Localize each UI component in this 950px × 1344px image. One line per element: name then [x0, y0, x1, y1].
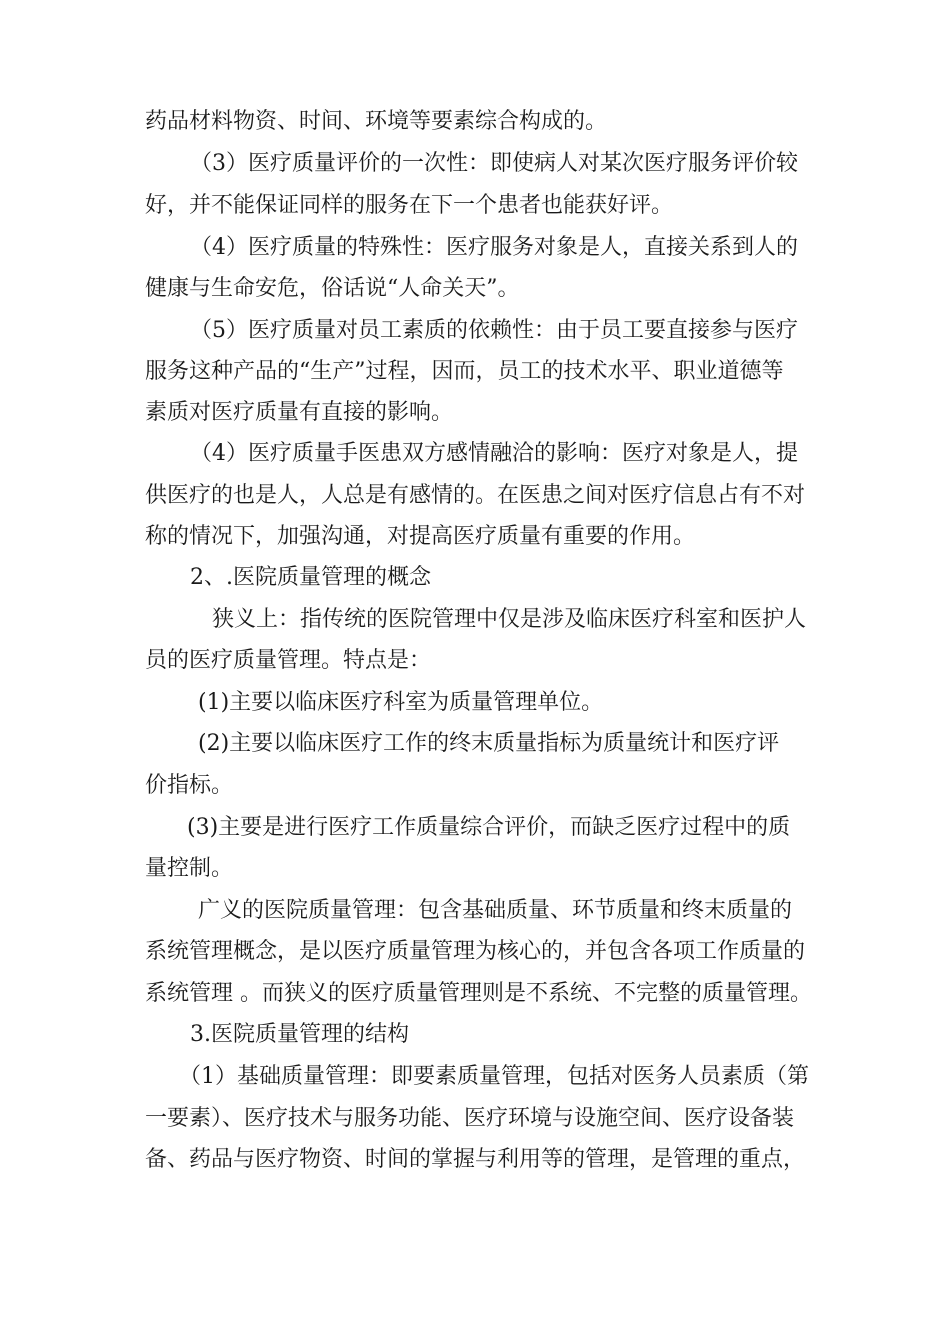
section-heading: 2、.医院质量管理的概念: [190, 565, 431, 590]
text-line: 广义的医院质量管理：包含基础质量、环节质量和终末质量的: [198, 898, 793, 923]
text-line: 员的医疗质量管理。特点是：: [145, 648, 432, 673]
text-line: 称的情况下，加强沟通，对提高医疗质量有重要的作用。: [145, 524, 696, 549]
text-line: 一要素）、医疗技术与服务功能、医疗环境与设施空间、医疗设备装: [145, 1106, 795, 1131]
text-line: 备、药品与医疗物资、时间的掌握与利用等的管理，是管理的重点，: [145, 1147, 806, 1172]
text-line: 服务这种产品的“生产”过程，因而，员工的技术水平、职业道德等: [145, 359, 784, 384]
text-line: 狭义上：指传统的医院管理中仅是涉及临床医疗科室和医护人: [212, 607, 807, 632]
text-line: 系统管理概念，是以医疗质量管理为核心的，并包含各项工作质量的: [145, 939, 806, 964]
text-line: 系统管理 。而狭义的医疗质量管理则是不系统、不完整的质量管理。: [145, 981, 812, 1006]
text-line: (2)主要以临床医疗工作的终末质量指标为质量统计和医疗评: [198, 731, 780, 756]
text-line: （1）基础质量管理：即要素质量管理，包括对医务人员素质（第: [179, 1064, 809, 1089]
text-line: （3）医疗质量评价的一次性：即使病人对某次医疗服务评价较: [190, 151, 798, 176]
text-line: 健康与生命安危，俗话说“人命关天”。: [145, 276, 520, 301]
text-line: 量控制。: [145, 856, 234, 881]
text-line: 好，并不能保证同样的服务在下一个患者也能获好评。: [145, 193, 674, 218]
text-line: （4）医疗质量的特殊性：医疗服务对象是人，直接关系到人的: [190, 235, 798, 260]
text-line: 素质对医疗质量有直接的影响。: [145, 400, 454, 425]
text-line: (3)主要是进行医疗工作质量综合评价，而缺乏医疗过程中的质: [187, 815, 791, 840]
text-line: (1)主要以临床医疗科室为质量管理单位。: [198, 690, 604, 715]
text-line: （4）医疗质量手医患双方感情融洽的影响：医疗对象是人，提: [190, 441, 798, 466]
section-heading: 3.医院质量管理的结构: [190, 1022, 409, 1047]
text-line: 药品材料物资、时间、环境等要素综合构成的。: [145, 109, 608, 134]
text-line: 价指标。: [145, 773, 234, 798]
text-line: （5）医疗质量对员工素质的依赖性：由于员工要直接参与医疗: [190, 318, 798, 343]
text-line: 供医疗的也是人，人总是有感情的。在医患之间对医疗信息占有不对: [145, 483, 806, 508]
